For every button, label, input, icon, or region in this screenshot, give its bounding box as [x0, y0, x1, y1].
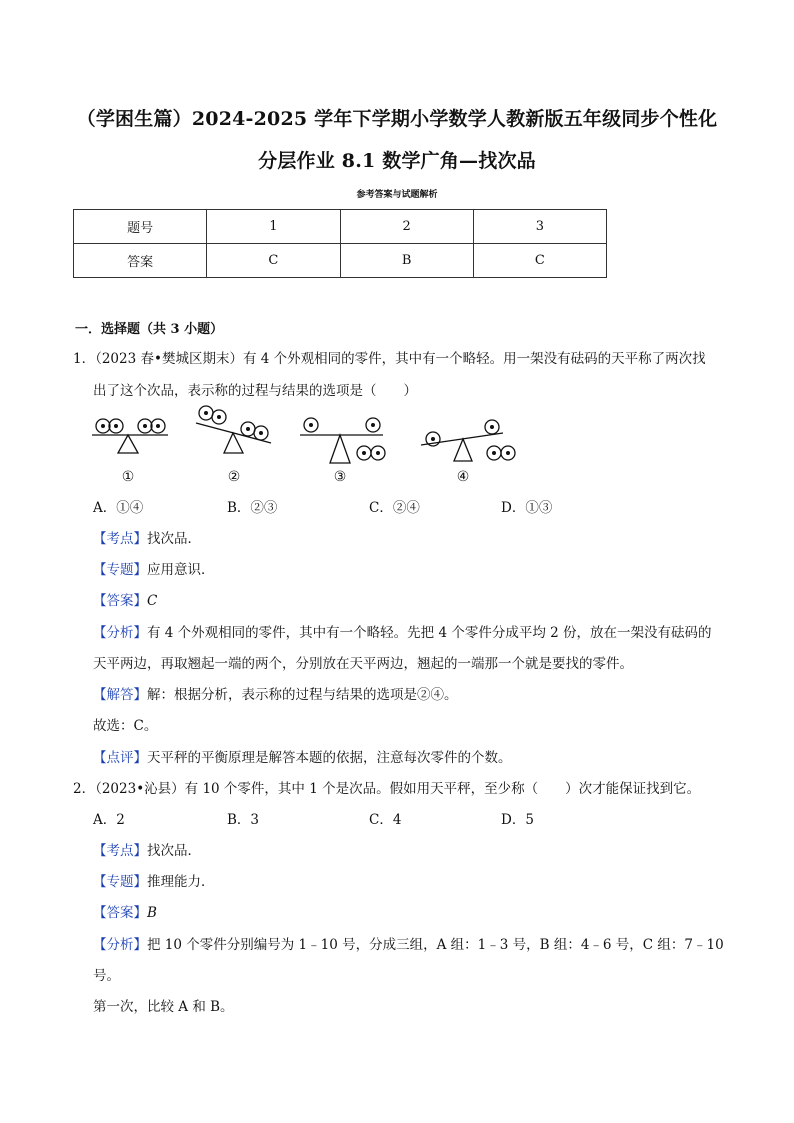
table-cell-answer: B — [340, 244, 473, 278]
answer-table-header-row — [74, 210, 607, 244]
answer-table-answer-row — [74, 244, 607, 278]
section-heading: 一．选择题（共 3 小题） — [75, 322, 224, 337]
q1-zhuanti — [93, 558, 215, 578]
jieda-tag: 【解答】 — [93, 687, 147, 703]
q2-option-d: D．5 — [501, 812, 534, 828]
q2-fenxi — [93, 933, 724, 953]
kaodian-text: 找次品． — [147, 843, 201, 859]
daan-tag: 【答案】 — [93, 593, 147, 609]
q2-option-a: A．2 — [93, 812, 125, 828]
q1-fenxi-line2: 天平两边，再取翘起一端的两个，分别放在天平两边，翘起的一端那一个就是要找的零件。 — [93, 656, 633, 672]
q1-dianping — [93, 746, 512, 766]
q1-daan — [93, 589, 157, 609]
zhuanti-text: 应用意识． — [147, 562, 215, 578]
figure-label: ④ — [456, 469, 470, 485]
q1-jieda — [93, 683, 458, 703]
table-cell-number: 2 — [340, 210, 473, 244]
q1-option-c: C．②④ — [369, 500, 420, 516]
q2-daan — [93, 901, 157, 921]
fenxi-text: 有 4 个外观相同的零件，其中有一个略轻。先把 4 个零件分成平均 2 份，放在一架没有砝码的 — [147, 625, 712, 641]
dianping-tag: 【点评】 — [93, 750, 147, 766]
table-cell-number: 1 — [207, 210, 340, 244]
q2-kaodian — [93, 839, 201, 859]
zhuanti-text: 推理能力． — [147, 874, 215, 890]
q1-kaodian — [93, 527, 201, 547]
balance-scales-figure — [88, 405, 528, 485]
zhuanti-tag: 【专题】 — [93, 562, 147, 578]
kaodian-tag: 【考点】 — [93, 843, 147, 859]
q2-stem-line1: 2．（2023•沁县）有 10 个零件，其中 1 个是次品。假如用天平秤，至少称（ ）次才能保证找到它。 — [73, 781, 701, 797]
q1-stem-line2: 出了这个次品，表示称的过程与结果的选项是（ ） — [93, 383, 417, 399]
q1-guxuan: 故选：C。 — [93, 718, 158, 734]
table-cell-label: 答案 — [74, 244, 207, 278]
zhuanti-tag: 【专题】 — [93, 874, 147, 890]
daan-tag: 【答案】 — [93, 905, 147, 921]
dianping-text: 天平秤的平衡原理是解答本题的依据，注意每次零件的个数。 — [147, 750, 512, 766]
answer-table — [73, 209, 607, 278]
jieda-text: 解：根据分析，表示称的过程与结果的选项是②④。 — [147, 687, 458, 703]
q2-fenxi-line3: 第一次，比较 A 和 B。 — [93, 999, 234, 1015]
q1-option-a: A．①④ — [93, 500, 144, 516]
table-cell-label: 题号 — [74, 210, 207, 244]
q2-zhuanti — [93, 870, 215, 890]
fenxi-tag: 【分析】 — [93, 625, 147, 641]
fenxi-tag: 【分析】 — [93, 937, 147, 953]
q2-option-c: C．4 — [369, 812, 402, 828]
q1-option-d: D．①③ — [501, 500, 553, 516]
doc-title-line2: 分层作业 8.1 数学广角—找次品 — [258, 150, 536, 172]
kaodian-tag: 【考点】 — [93, 531, 147, 547]
q1-fenxi — [93, 621, 712, 641]
q1-option-b: B．②③ — [227, 500, 278, 516]
q2-fenxi-line2: 号。 — [93, 968, 120, 984]
doc-subtitle: 参考答案与试题解析 — [356, 190, 438, 200]
doc-title-line1: （学困生篇）2024-2025 学年下学期小学数学人教新版五年级同步个性化 — [76, 108, 718, 130]
table-cell-answer: C — [207, 244, 340, 278]
kaodian-text: 找次品． — [147, 531, 201, 547]
figure-label: ③ — [333, 469, 347, 485]
q2-option-b: B．3 — [227, 812, 260, 828]
figure-label: ① — [121, 469, 135, 485]
daan-text: C — [147, 593, 158, 609]
q1-stem-line1: 1．（2023 春•樊城区期末）有 4 个外观相同的零件，其中有一个略轻。用一架没有砝码的天平称了两次找 — [73, 351, 706, 367]
fenxi-text: 把 10 个零件分别编号为 1﹣10 号，分成三组，A 组：1﹣3 号，B 组：4﹣6 号，C 组：7﹣10 — [147, 937, 724, 953]
table-cell-answer: C — [473, 244, 606, 278]
figure-label: ② — [227, 469, 241, 485]
table-cell-number: 3 — [473, 210, 606, 244]
daan-text: B — [147, 905, 157, 921]
